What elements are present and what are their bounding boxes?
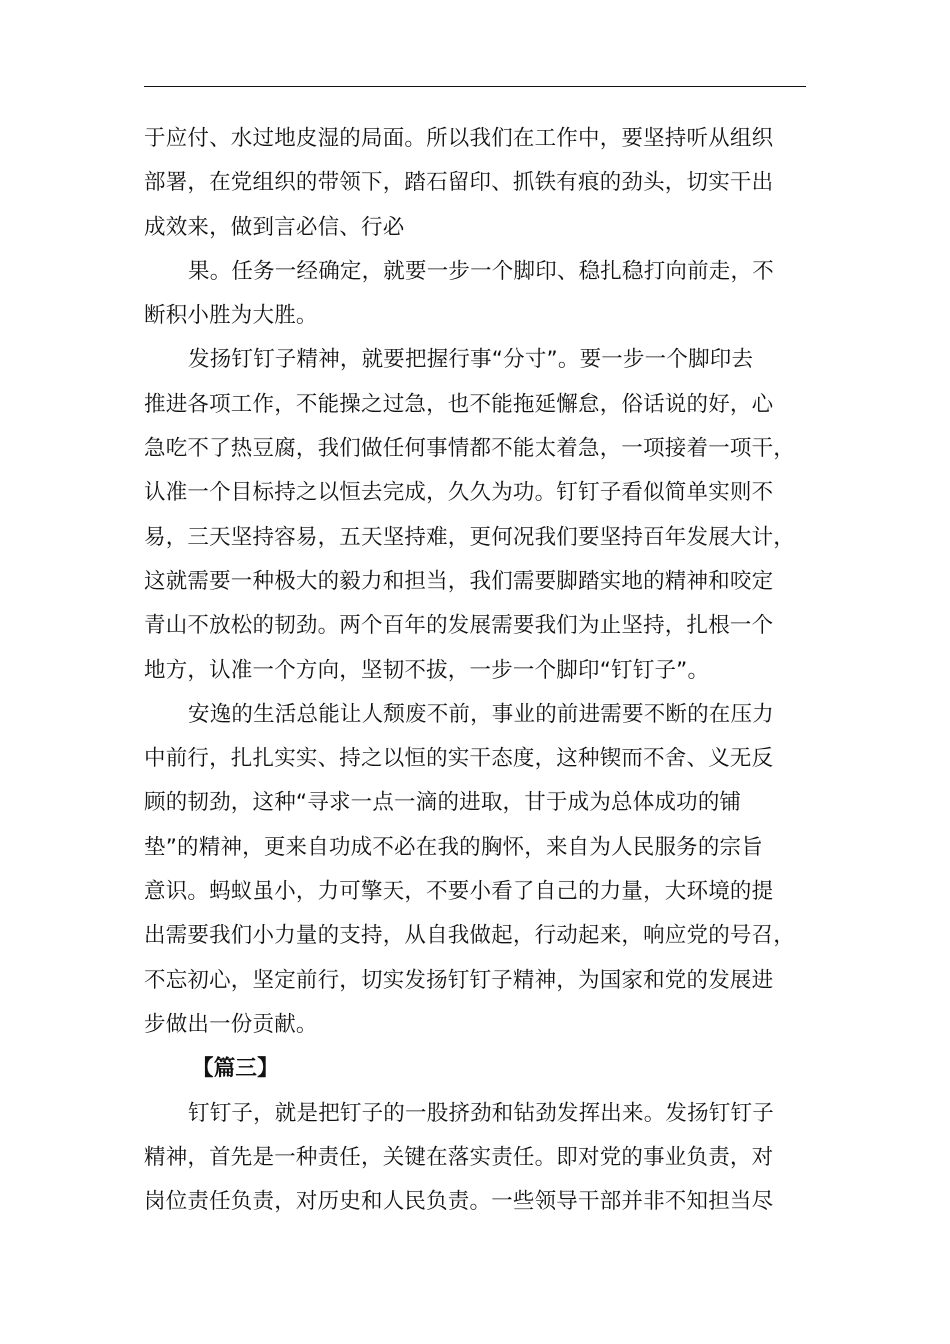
paragraph-start-line: 发扬钉钉子精神，就要把握行事“分寸”。要一步一个脚印去 — [188, 347, 754, 373]
text-line: 顾的韧劲，这种“寻求一点一滴的进取，甘于成为总体成功的铺 — [144, 790, 742, 816]
text-line: 中前行，扎扎实实、持之以恒的实干态度，这种锲而不舍、义无反 — [144, 746, 774, 772]
text-line: 认准一个目标持之以恒去完成，久久为功。钉钉子看似简单实则不 — [144, 480, 774, 506]
text-line: 意识。蚂蚁虽小，力可擎天，不要小看了自己的力量，大环境的提 — [144, 879, 774, 905]
text-line: 不忘初心，坚定前行，切实发扬钉钉子精神，为国家和党的发展进 — [144, 967, 774, 993]
section-heading: 【篇三】 — [192, 1056, 279, 1082]
document-body — [144, 117, 806, 1224]
paragraph-start-line: 钉钉子，就是把钉子的一股挤劲和钻劲发挥出来。发扬钉钉子 — [188, 1100, 774, 1126]
header-rule — [144, 86, 806, 87]
text-line: 步做出一份贡献。 — [144, 1011, 318, 1037]
text-line: 于应付、水过地皮湿的局面。所以我们在工作中，要坚持听从组织 — [144, 126, 774, 151]
paragraph-start-line: 安逸的生活总能让人颓废不前，事业的前进需要不断的在压力 — [188, 701, 774, 727]
text-line: 易，三天坚持容易，五天坚持难，更何况我们要坚持百年发展大计， — [144, 524, 796, 550]
text-line: 出需要我们小力量的支持，从自我做起，行动起来，响应党的号召， — [144, 923, 796, 949]
paragraph-start-line: 果。任务一经确定，就要一步一个脚印、稳扎稳打向前走，不 — [188, 258, 774, 284]
text-line: 这就需要一种极大的毅力和担当，我们需要脚踏实地的精神和咬定 — [144, 568, 774, 594]
text-line: 急吃不了热豆腐，我们做任何事情都不能太着急，一项接着一项干， — [144, 436, 796, 462]
text-line: 推进各项工作，不能操之过急，也不能拖延懈怠，俗话说的好，心 — [144, 391, 774, 417]
text-line: 成效来，做到言必信、行必 — [144, 214, 405, 240]
text-line: 精神，首先是一种责任，关键在落实责任。即对党的事业负责，对 — [144, 1144, 774, 1170]
text-line: 垫”的精神，更来自功成不必在我的胸怀，来自为人民服务的宗旨 — [144, 834, 763, 860]
text-line: 部署，在党组织的带领下，踏石留印、抓铁有痕的劲头，切实干出 — [144, 170, 774, 196]
text-line: 青山不放松的韧劲。两个百年的发展需要我们为止坚持，扎根一个 — [144, 613, 774, 639]
text-line: 地方，认准一个方向，坚韧不拔，一步一个脚印“钉钉子”。 — [144, 657, 710, 683]
text-line: 岗位责任负责，对历史和人民负责。一些领导干部并非不知担当尽 — [144, 1189, 774, 1215]
text-line: 断积小胜为大胜。 — [144, 303, 318, 329]
